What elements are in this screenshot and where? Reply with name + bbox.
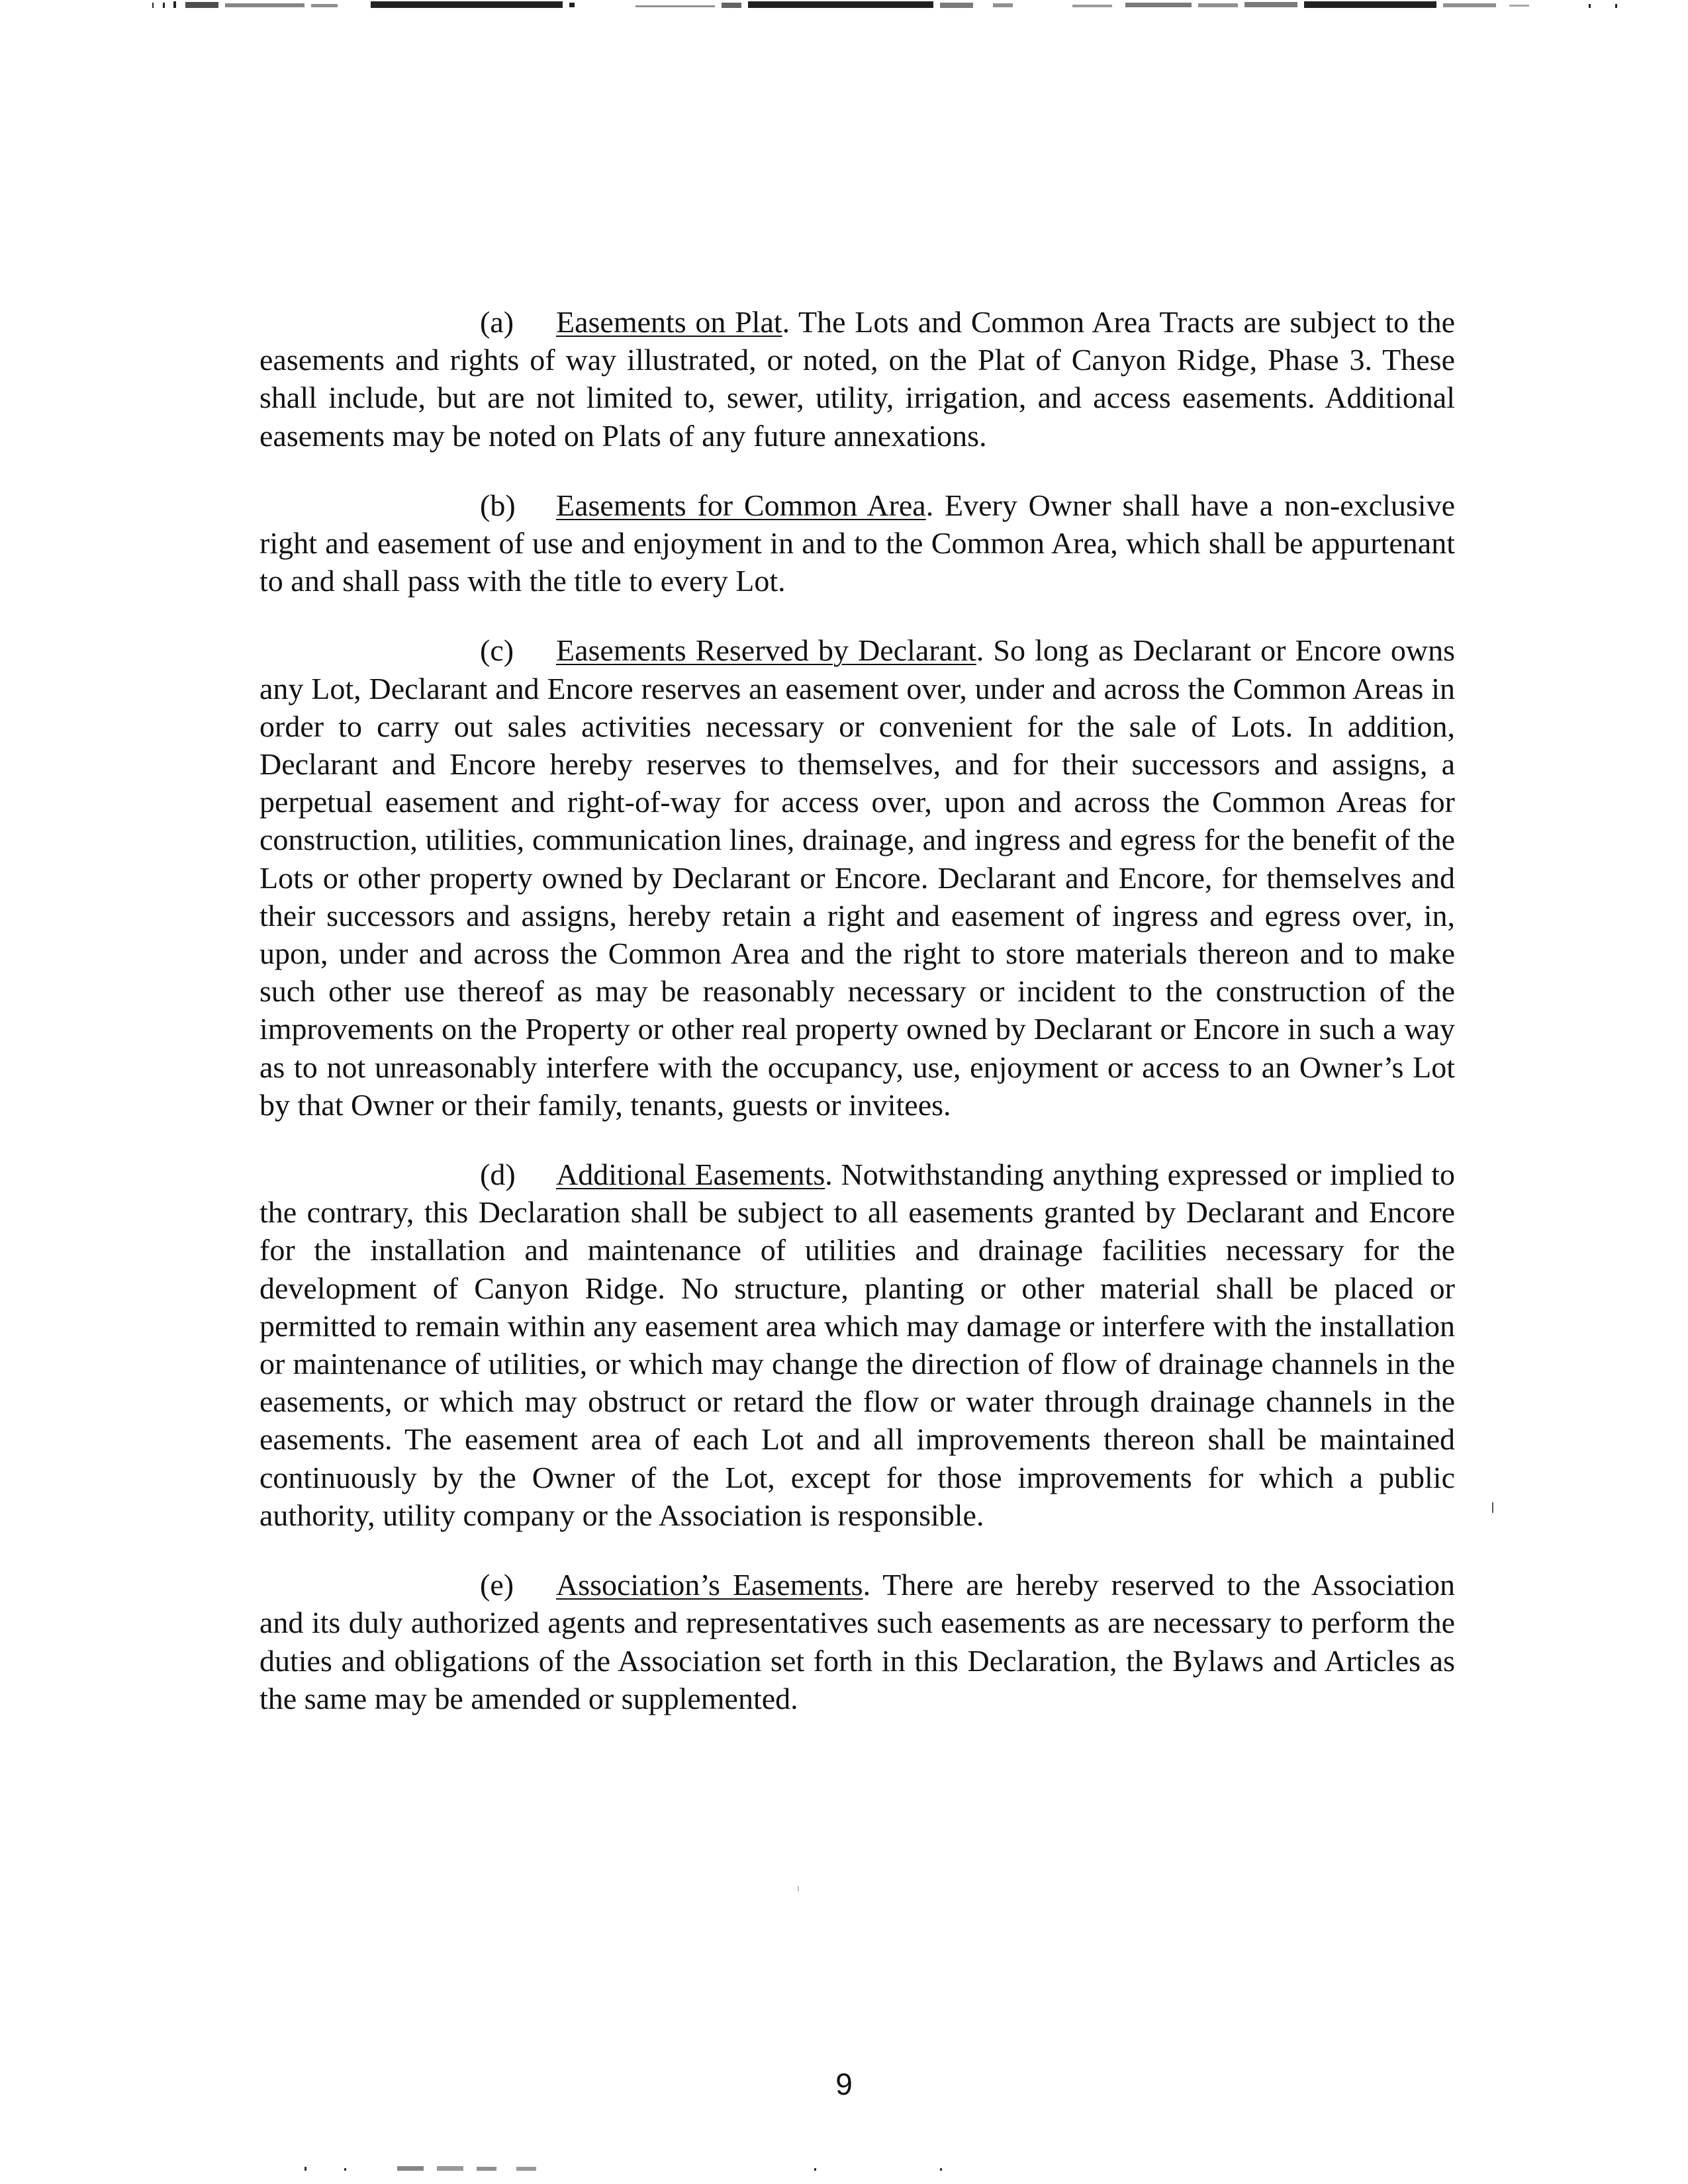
document-body [259, 303, 1455, 1749]
page-number: 9 [835, 2067, 853, 2101]
paragraph-letter: (a) [480, 305, 514, 339]
paragraph-d [259, 1156, 1455, 1534]
scan-speck [798, 1886, 799, 1891]
paragraph-text: . So long as Declarant or Encore owns any Lot, Declarant and Encore reserves an easement over, under and across the Common Areas in order to carry out sales activities necessary or convenient for the sale of Lots. In addition, Declarant and Encore hereby reserves to themselves, and for their successors and assigns, a perpetual easement and right-of-way for access over, upon and across the Common Areas for construction, utilities, communication lines, drainage, and ingress and egress for the benefit of the Lots or other property owned by Declarant or Encore. Declarant and Encore, for themselves and their successors and assigns, hereby retain a right and easement of ingress and egress over, in, upon, under and across the Common Area and the right to store materials thereon and to make such other use thereof as may be reasonably necessary or incident to the construction of the improvements on the Property or other real property owned by Declarant or Encore in such a way as to not unreasonably interfere with the occupancy, use, enjoyment or access to an Owner’s Lot by that Owner or their family, tenants, guests or invitees. [259, 633, 1456, 1122]
paragraph-letter: (b) [480, 488, 516, 522]
paragraph-c [259, 631, 1455, 1124]
paragraph-heading: Easements for Common Area [556, 488, 926, 522]
paragraph-text: . Every Owner shall have a non-exclusive right and easement of use and enjoyment in and to the Common Area, which shall be appurtenant to and shall pass with the title to every Lot. [259, 488, 1455, 598]
paragraph-a [259, 303, 1455, 455]
paragraph-heading: Easements on Plat [556, 305, 782, 339]
paragraph-letter: (e) [480, 1568, 514, 1602]
paragraph-heading: Additional Easements [556, 1158, 825, 1192]
paragraph-e [259, 1566, 1455, 1717]
paragraph-text: . The Lots and Common Area Tracts are subject to the easements and rights of way illustrated, or noted, on the Plat of Canyon Ridge, Phase 3. These shall include, but are not limited to, sewer, utility, irrigation, and access easements. Additional easements may be noted on Plats of any future annexations. [259, 305, 1455, 453]
scan-speck [1492, 1502, 1493, 1513]
paragraph-heading: Association’s Easements [556, 1568, 863, 1602]
scan-artifact-top [0, 0, 1688, 15]
paragraph-text: . Notwithstanding anything expressed or implied to the contrary, this Declaration shall be subject to all easements granted by Declarant and Encore for the installation and maintenance of utilities and drainage facilities necessary for the development of Canyon Ridge. No structure, planting or other material shall be placed or permitted to remain within any easement area which may damage or interfere with the installation or maintenance of utilities, or which may change the direction of flow of drainage channels in the easements, or which may obstruct or retard the flow or water through drainage channels in the easements. The easement area of each Lot and all improvements thereon shall be maintained continuously by the Owner of the Lot, except for those improvements for which a public authority, utility company or the Association is responsible. [259, 1158, 1455, 1532]
paragraph-text: . There are hereby reserved to the Association and its duly authorized agents and representatives such easements as are necessary to perform the duties and obligations of the Association set forth in this Declaration, the Bylaws and Articles as the same may be amended or supplemented. [259, 1568, 1455, 1715]
paragraph-heading: Easements Reserved by Declarant [556, 633, 976, 668]
paragraph-letter: (d) [480, 1158, 516, 1192]
paragraph-letter: (c) [480, 633, 514, 668]
paragraph-b [259, 486, 1455, 600]
scan-artifact-bottom [0, 2163, 1688, 2176]
